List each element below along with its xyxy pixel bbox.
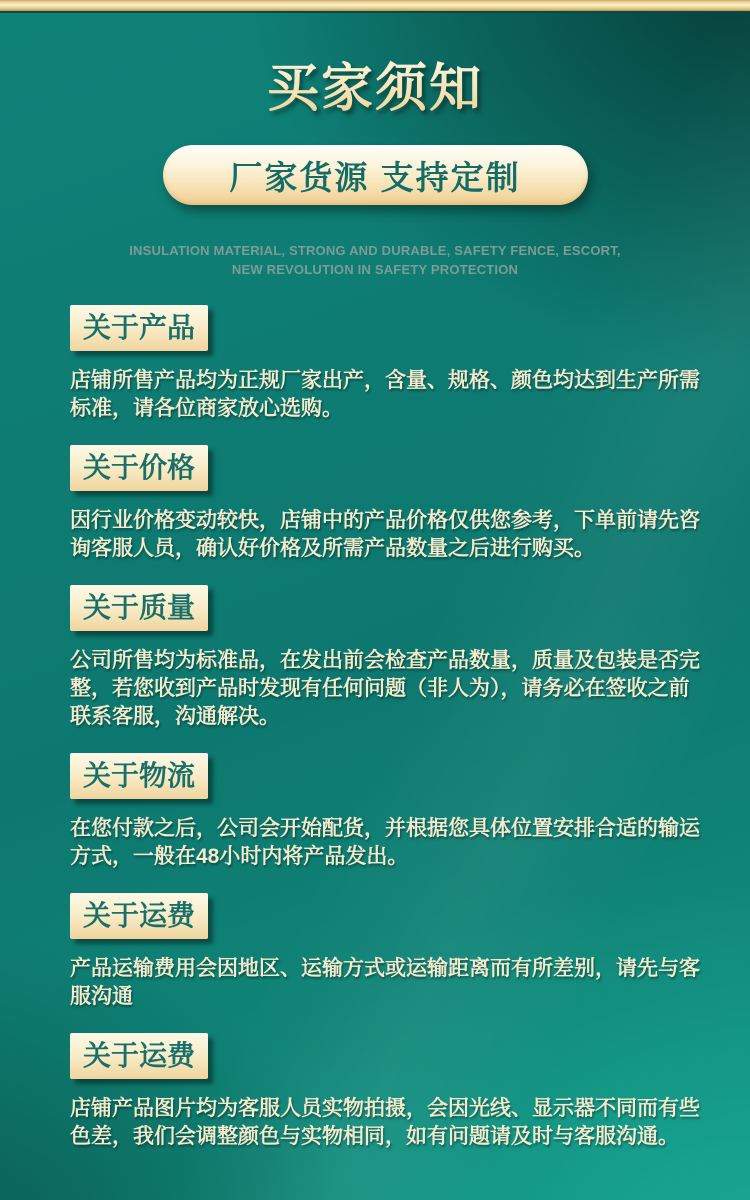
- section-about-logistics: [70, 753, 750, 871]
- top-gold-bar: [0, 0, 750, 13]
- section-badge: 关于物流: [70, 753, 208, 799]
- section-body: 店铺所售产品均为正规厂家出产，含量、规格、颜色均达到生产所需标准，请各位商家放心选购。: [70, 369, 700, 420]
- section-badge: 关于价格: [70, 445, 208, 491]
- english-tagline-line1: INSULATION MATERIAL, STRONG AND DURABLE, SAFETY FENCE, ESCORT,: [129, 243, 621, 258]
- factory-supply-banner: [163, 145, 588, 205]
- section-body: 在您付款之后，公司会开始配货，并根据您具体位置安排合适的输运方式，一般在48小时内将产品发出。: [70, 817, 700, 868]
- factory-supply-banner-label: 厂家货源 支持定制: [229, 158, 521, 196]
- section-badge: 关于运费: [70, 1033, 208, 1079]
- section-badge: 关于质量: [70, 585, 208, 631]
- section-about-price: [70, 445, 750, 563]
- section-about-color-difference: [70, 1033, 750, 1151]
- english-tagline-line2: NEW REVOLUTION IN SAFETY PROTECTION: [231, 261, 519, 277]
- section-body: 因行业价格变动较快，店铺中的产品价格仅供您参考，下单前请先咨询客服人员，确认好价格及所需产品数量之后进行购买。: [70, 509, 700, 560]
- section-body: 公司所售均为标准品，在发出前会检查产品数量，质量及包装是否完整，若您收到产品时发现有任何问题（非人为），请务必在签收之前联系客服，沟通解决。: [70, 649, 700, 728]
- section-badge: 关于产品: [70, 305, 208, 351]
- section-about-product: [70, 305, 750, 423]
- section-badge: 关于运费: [70, 893, 208, 939]
- section-body: 产品运输费用会因地区、运输方式或运输距离而有所差别，请先与客服沟通: [70, 957, 700, 1008]
- section-about-quality: [70, 585, 750, 731]
- section-about-shipping-fee: [70, 893, 750, 1011]
- english-tagline: [0, 242, 750, 279]
- section-body: 店铺产品图片均为客服人员实物拍摄，会因光线、显示器不同而有些色差，我们会调整颜色与实物相同，如有问题请及时与客服沟通。: [70, 1097, 700, 1148]
- page-title: 买家须知: [0, 46, 750, 121]
- notice-sections: [0, 305, 750, 1151]
